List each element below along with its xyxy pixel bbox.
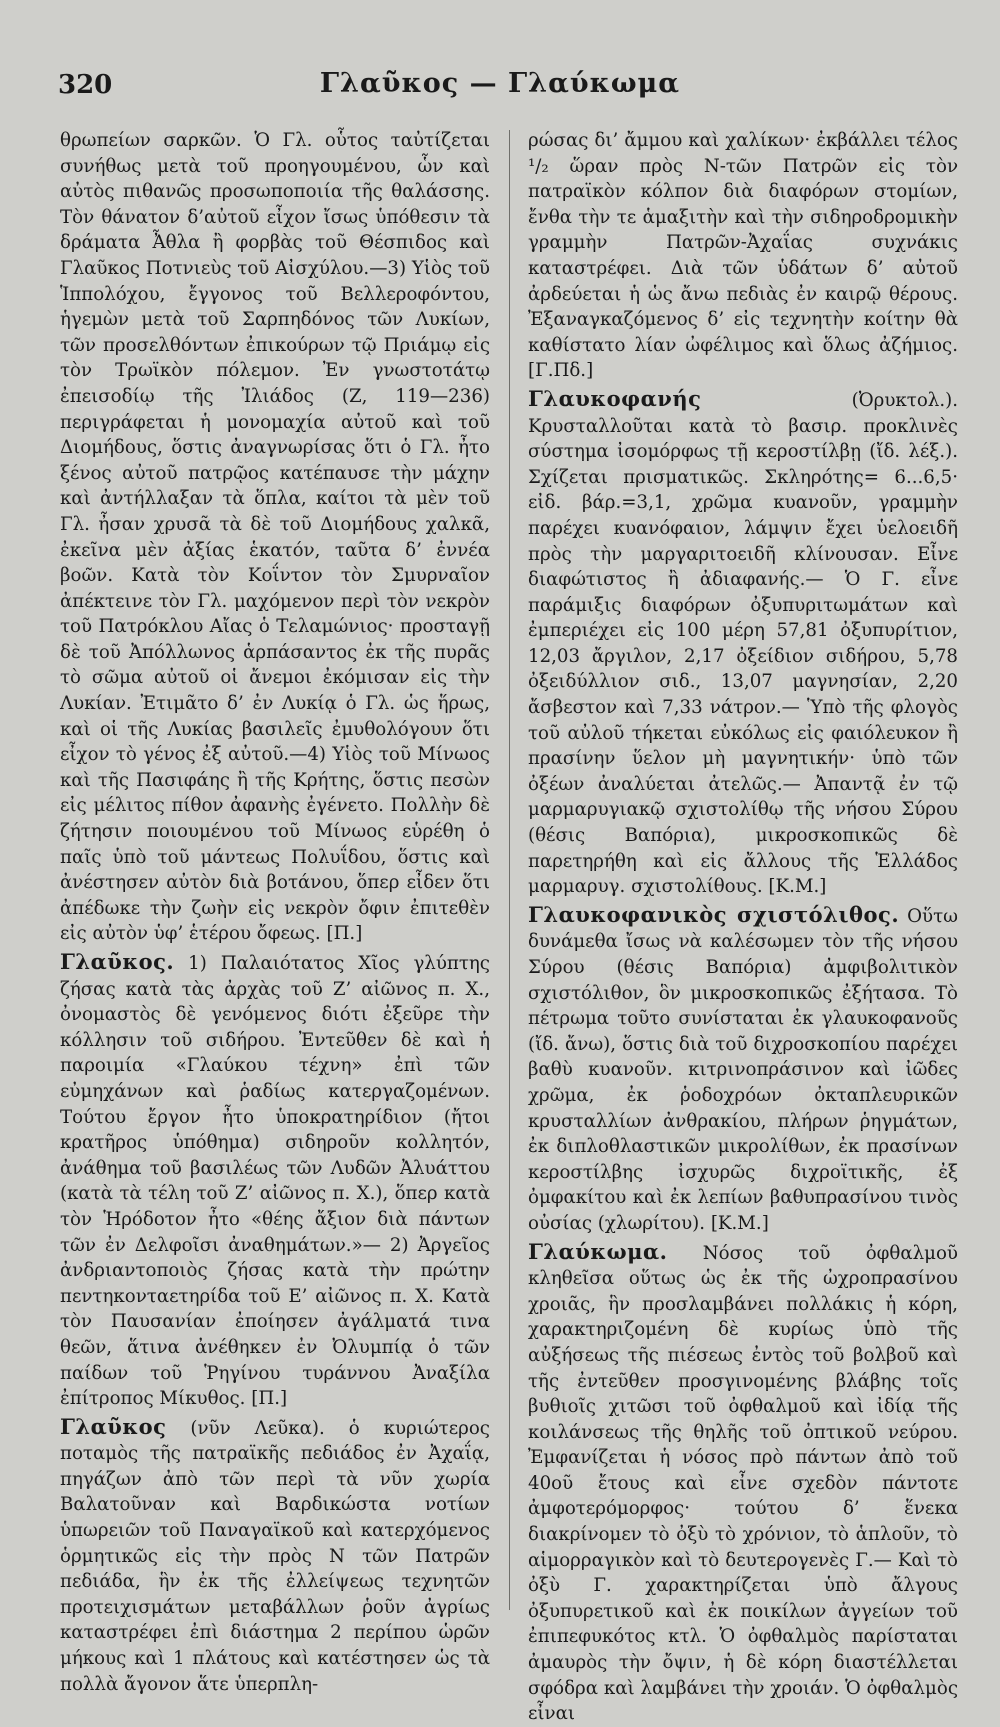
entry-headword: Γλαῦκος. bbox=[60, 949, 175, 974]
entry-paragraph bbox=[528, 902, 958, 1237]
entry-paragraph bbox=[528, 1239, 958, 1727]
entry-text: ρώσας δι’ ἄμμου καὶ χαλίκων· ἐκβάλλει τέλος ¹/₂ ὥραν πρὸς Ν-τῶν Πατρῶν εἰς τὸν πατραϊκὸν κόλπον διὰ διαφόρων στομίων, ἔνθα τὴν τε ἁμαξιτὴν καὶ τὴν σιδηροδρομικὴν γραμμὴν Πατρῶν-Ἀχαΐας συχνάκις καταστρέφει. Διὰ τῶν ὑδάτων δ’ αὐτοῦ ἀρδεύεται ἡ ὡς ἄνω πεδιὰς ἐν καιρῷ θέρους. Ἐξαναγκαζόμενος δ’ εἰς τεχνητὴν κοίτην θὰ καθίστατο λίαν ὠφέλιμος καὶ ὅλως ἀζήμιος. [Γ.Πδ.] bbox=[528, 130, 958, 382]
entry-paragraph bbox=[60, 128, 490, 947]
running-title: Γλαῦκος — Γλαύκωμα bbox=[319, 68, 681, 99]
right-column bbox=[528, 128, 958, 1725]
entry-paragraph bbox=[60, 949, 490, 1412]
entry-text: Οὕτω δυνάμεθα ἴσως νὰ καλέσωμεν τὸν τῆς νήσου Σύρου (θέσις Βαπόρια) ἀμφιβολιτικὸν σχιστόλιθον, ὃν μικροσκοπικῶς ἐξήτασα. Τὸ πέτρωμα τοῦτο συνίσταται ἐκ γλαυκοφανοῦς (ἴδ. ἄνω), ὅστις διὰ τοῦ διχροσκοπίου παρέχει βαθὺ κυανοῦν. κιτρινοπράσινον καὶ ἰῶδες χρῶμα, ἐκ ῥοδοχρόων ὀκταπλευρικῶν κρυσταλλίων ἀνθρακίου, πλήρων ῥηγμάτων, ἐκ διπλοθλαστικῶν μικρολίθων, ἐκ πρασίνων κεροστίλβης ἰσχυρῶς διχροϊτικῆς, ἐξ ὀμφακίτου καὶ ἐκ λεπίων βαθυπρασίνου τινὸς οὐσίας (χλωρίτου). [Κ.Μ.] bbox=[528, 905, 958, 1234]
page-number: 320 bbox=[58, 70, 113, 100]
entry-text: (νῦν Λεῦκα). ὁ κυριώτερος ποταμὸς τῆς πατραϊκῆς πεδιάδος ἐν Ἀχαΐᾳ, πηγάζων ἀπὸ τῶν περὶ τὰ νῦν χωρία Βαλατοῦναν καὶ Βαρδικώστα νοτίων ὑπωρειῶν τοῦ Παναγαϊκοῦ καὶ κατερχόμενος ὁρμητικῶς εἰς τὴν πρὸς Ν τῶν Πατρῶν πεδιάδα, ἣν ἐκ τῆς ἐλλείψεως τεχνητῶν προτειχισμάτων μεταβάλλων ῥοῦν ἀγρίως καταστρέφει ἐπὶ διάστημα 2 περίπου ὡρῶν μήκους καὶ 1 πλάτους καὶ κατέστησεν ὡς τὰ πολλὰ ἄγονον ἅτε ὑπερπλη- bbox=[60, 1417, 490, 1695]
entry-headword: Γλαυκοφανής bbox=[528, 385, 702, 411]
entry-headword: Γλαύκωμα. bbox=[528, 1238, 668, 1264]
column-divider bbox=[509, 130, 510, 1610]
entry-text: Νόσος τοῦ ὀφθαλμοῦ κληθεῖσα οὕτως ὡς ἐκ τῆς ὠχροπρασίνου χροιᾶς, ἣν προσλαμβάνει πολλάκις ἡ κόρη, χαρακτηριζομένη δὲ κυρίως ὑπὸ τῆς αὐξήσεως τῆς πιέσεως ἐντὸς τοῦ βολβοῦ καὶ τῆς ἐντεῦθεν προσγινομένης βλάβης τοῖς βυθιοῖς χιτῶσι τοῦ ὀφθαλμοῦ καὶ ἰδίᾳ τῆς κοιλάνσεως τῆς θηλῆς τοῦ ὀπτικοῦ νεύρου. Ἐμφανίζεται ἡ νόσος πρὸ πάντων ἀπὸ τοῦ 40οῦ ἔτους καὶ εἶνε σχεδὸν πάντοτε ἀμφοτερόμορφος· τούτου δ’ ἕνεκα διακρίνομεν τὸ ὀξὺ τὸ χρόνιον, τὸ ἁπλοῦν, τὸ αἱμορραγικὸν καὶ τὸ δευτερογενὲς Γ.— Καὶ τὸ ὀξὺ Γ. χαρακτηρίζεται ὑπὸ ἄλγους ὀξυπυρετικοῦ καὶ ἐκ ποικίλων ἀγγείων τοῦ ἐπιπεφυκότος κτλ. Ὁ ὀφθαλμὸς παρίσταται ἀμαυρὸς τὴν ὄψιν, ἡ δὲ κόρη διαστέλλεται σφόδρα καὶ λαμβάνει τὴν χροιάν. Ὁ ὀφθαλμὸς εἶναι bbox=[528, 1242, 958, 1725]
entry-paragraph bbox=[528, 386, 958, 900]
entry-headword: Γλαῦκος bbox=[60, 1413, 167, 1439]
left-column bbox=[60, 128, 490, 1695]
entry-text: 1) Παλαιότατος Χῖος γλύπτης ζήσας κατὰ τὰς ἀρχὰς τοῦ Ζ’ αἰῶνος π. Χ., ὀνομαστὸς δὲ γενόμενος διότι ἐξεῦρε τὴν κόλλησιν τοῦ σιδήρου. Ἐντεῦθεν δὲ καὶ ἡ παροιμία «Γλαύκου τέχνη» ἐπὶ τῶν εὐμηχάνων καὶ ῥαδίως κατεργαζομένων. Τούτου ἔργον ἦτο ὑποκρατηρίδιον (ἤτοι κρατῆρος ὑπόθημα) σιδηροῦν κολλητόν, ἀνάθημα τοῦ βασιλέως τῶν Λυδῶν Ἀλυάττου (κατὰ τὰ τέλη τοῦ Ζ’ αἰῶνος π. Χ.), ὅπερ κατὰ τὸν Ἡρόδοτον ἦτο «θέης ἄξιον διὰ πάντων τῶν ἐν Δελφοῖσι ἀναθημάτων.»— 2) Ἀργεῖος ἀνδριαντοποιὸς ζήσας κατὰ τὴν πρώτην πεντηκονταετηρίδα τοῦ Ε’ αἰῶνος π. Χ. Κατὰ τὸν Παυσανίαν ἐποίησεν ἀγάλματά τινα θεῶν, ἅτινα ἀνέθηκεν ἐν Ὀλυμπίᾳ ὁ τῶν παίδων τοῦ Ῥηγίνου τυράννου Ἀναξίλα ἐπίτροπος Μίκυθος. [Π.] bbox=[60, 953, 490, 1410]
entry-paragraph bbox=[528, 128, 958, 384]
entry-text: (Ὀρυκτολ.). Κρυσταλλοῦται κατὰ τὸ βασιρ. προκλινὲς σύστημα ἰσομόρφως τῇ κεροστίλβῃ (ἴδ. λέξ.). Σχίζεται πρισματικῶς. Σκληρότης= 6...6,5· εἰδ. βάρ.=3,1, χρῶμα κυανοῦν, γραμμὴν παρέχει κυανόφαιον, λάμψιν ἔχει ὑελοειδῆ πρὸς τὴν μαργαριτοειδῆ κλίνουσαν. Εἶνε διαφώτιστος ἢ ἀδιαφανής.— Ὁ Γ. εἶνε παράμιξις διαφόρων ὀξυπυριτωμάτων καὶ ἐμπεριέχει εἰς 100 μέρη 57,81 ὀξυπυρίτιον, 12,03 ἄργιλον, 2,17 ὀξείδιον σιδήρου, 5,78 ὀξειδύλλιον σιδ., 13,07 μαγνησίαν, 2,20 ἄσβεστον καὶ 7,33 νάτρον.— Ὑπὸ τῆς φλογὸς τοῦ αὐλοῦ τήκεται εὐκόλως εἰς φαιόλευκον ἢ πρασίνην ὕελον μὴ μαγνητικήν· ὑπὸ τῶν ὀξέων ἀναλύεται ἀτελῶς.— Ἀπαντᾷ ἐν τῷ μαρμαρυγιακῷ σχιστολίθῳ τῆς νήσου Σύρου (θέσις Βαπόρια), μικροσκοπικῶς δὲ παρετηρήθη καὶ εἰς ἄλλους τῆς Ἑλλάδος μαρμαρυγ. σχιστολίθους. [Κ.Μ.] bbox=[528, 389, 958, 898]
entry-text: θρωπείων σαρκῶν. Ὁ Γλ. οὗτος ταὐτίζεται συνήθως μετὰ τοῦ προηγουμένου, ὧν καὶ αὐτὸς πιθανῶς προσωποποιία τῆς θαλάσσης. Τὸν θάνατον δ’αὐτοῦ εἶχον ἴσως ὑπόθεσιν τὰ δράματα Ἆθλα ἢ φορβὰς τοῦ Θέσπιδος καὶ Γλαῦκος Ποτνιεὺς τοῦ Αἰσχύλου.—3) Υἱὸς τοῦ Ἱππολόχου, ἔγγονος τοῦ Βελλεροφόντου, ἡγεμὼν μετὰ τοῦ Σαρπηδόνος τῶν Λυκίων, τῶν προσελθόντων ἐπικούρων τῷ Πριάμῳ εἰς τὸν Τρωϊκὸν πόλεμον. Ἐν γνωστοτάτῳ ἐπεισοδίῳ τῆς Ἰλιάδος (Ζ, 119—236) περιγράφεται ἡ μονομαχία αὐτοῦ καὶ τοῦ Διομήδους, ὅστις ἀναγνωρίσας ὅτι ὁ Γλ. ἦτο ξένος αὐτοῦ πατρῷος κατέπαυσε τὴν μάχην καὶ ἀντήλλαξαν τὰ ὅπλα, καίτοι τὰ μὲν τοῦ Γλ. ἦσαν χρυσᾶ τὰ δὲ τοῦ Διομήδους χαλκᾶ, ἐκεῖνα μὲν ἀξίας ἑκατόν, ταῦτα δ’ ἐννέα βοῶν. Κατὰ τὸν Κοΐντον τὸν Σμυρναῖον ἀπέκτεινε τὸν Γλ. μαχόμενον περὶ τὸν νεκρὸν τοῦ Πατρόκλου Αἴας ὁ Τελαμώνιος· προσταγῇ δὲ τοῦ Ἀπόλλωνος ἁρπάσαντος ἐκ τῆς πυρᾶς τὸ σῶμα αὐτοῦ οἱ ἄνεμοι ἐκόμισαν εἰς τὴν Λυκίαν. Ἐτιμᾶτο δ’ ἐν Λυκίᾳ ὁ Γλ. ὡς ἥρως, καὶ οἱ τῆς Λυκίας βασιλεῖς ἐμυθολόγουν ὅτι εἶχον τὸ γένος ἐξ αὐτοῦ.—4) Υἱὸς τοῦ Μίνωος καὶ τῆς Πασιφάης ἢ τῆς Κρήτης, ὅστις πεσὼν εἰς μέλιτος πίθον ἀφανὴς ἐγένετο. Πολλὴν δὲ ζήτησιν ποιουμένου τοῦ Μίνωος εὑρέθη ὁ παῖς ὑπὸ τοῦ μάντεως Πολυΐδου, ὅστις καὶ ἀνέστησεν αὐτὸν διὰ βοτάνου, ὅπερ εἶδεν ὅτι ἀπέδωκε τὴν ζωὴν εἰς νεκρὸν ὄφιν ἐπιτεθὲν εἰς αὐτὸν ὑφ’ ἑτέρου ὄφεως. [Π.] bbox=[60, 130, 490, 945]
entry-headword: Γλαυκοφανικὸς σχιστόλιθος. bbox=[528, 901, 900, 927]
entry-paragraph bbox=[60, 1414, 490, 1698]
